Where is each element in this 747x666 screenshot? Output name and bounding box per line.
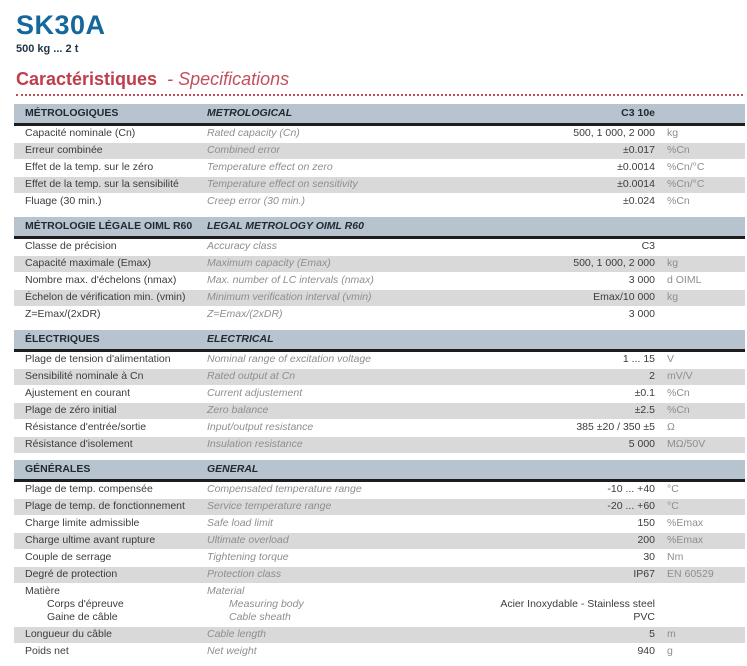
table-body (14, 239, 745, 324)
subcell-value: PVC (633, 611, 655, 623)
cell-label-en: Minimum verification interval (vmin) (207, 291, 372, 303)
table-row (14, 273, 745, 290)
table-header (14, 460, 745, 482)
cell-label-fr: Capacité nominale (Cn) (25, 127, 136, 139)
table-header (14, 104, 745, 126)
cell-value: 5 (649, 628, 655, 640)
table-row (14, 516, 745, 533)
cell-value: 3 000 (628, 308, 655, 320)
cell-unit: g (667, 645, 673, 657)
cell-unit: %Cn (667, 195, 690, 207)
cell-label-fr: Longueur du câble (25, 628, 112, 640)
cell-unit: %Emax (667, 534, 704, 546)
cell-value: -20 ... +60 (607, 500, 655, 512)
table-row (14, 584, 745, 627)
cell-unit: °C (667, 500, 679, 512)
cell-label-en: Safe load limit (207, 517, 273, 529)
spec-table (14, 460, 745, 661)
cell-label-fr: Effet de la temp. sur le zéro (25, 161, 154, 173)
table-row (14, 627, 745, 644)
table-header-label-en: GENERAL (207, 463, 259, 475)
table-row (14, 420, 745, 437)
spec-table (14, 104, 745, 211)
table-row (14, 143, 745, 160)
cell-unit: kg (667, 257, 679, 269)
cell-label-en: Combined error (207, 144, 280, 156)
cell-value: C3 (641, 240, 655, 252)
cell-unit: V (667, 353, 675, 365)
cell-label-en: Insulation resistance (207, 438, 303, 450)
cell-unit: °C (667, 483, 679, 495)
cell-value: 200 (637, 534, 655, 546)
subcell-label-fr: Corps d'épreuve (47, 598, 124, 610)
cell-value: 500, 1 000, 2 000 (573, 257, 655, 269)
cell-value: ±0.0014 (617, 161, 655, 173)
cell-value: Emax/10 000 (593, 291, 655, 303)
cell-unit (655, 585, 735, 598)
cell-unit: mV/V (667, 370, 693, 382)
cell-unit: %Cn (667, 387, 690, 399)
cell-unit: %Cn (667, 144, 690, 156)
table-row (14, 567, 745, 584)
cell-value: 2 (649, 370, 655, 382)
cell-unit: Ω (667, 421, 675, 433)
cell-unit: m (667, 628, 676, 640)
table-subrow (25, 598, 735, 611)
cell-unit: EN 60529 (667, 568, 714, 580)
spec-table (14, 217, 745, 324)
cell-label-fr: Résistance d'entrée/sortie (25, 421, 147, 433)
cell-unit: %Cn (667, 404, 690, 416)
table-row (14, 194, 745, 211)
cell-value: 3 000 (628, 274, 655, 286)
table-body (14, 352, 745, 454)
table-row (14, 126, 745, 143)
table-header-label-fr: MÉTROLOGIE LÉGALE OIML R60 (25, 220, 193, 232)
cell-value: 1 ... 15 (622, 353, 655, 365)
table-row (14, 290, 745, 307)
cell-label-fr: Plage de tension d'alimentation (25, 353, 171, 365)
cell-value: -10 ... +40 (607, 483, 655, 495)
table-subrow (25, 611, 735, 624)
cell-label-fr: Couple de serrage (25, 551, 112, 563)
cell-label-en: Nominal range of excitation voltage (207, 353, 372, 365)
table-row (14, 352, 745, 369)
section-heading-en: - Specifications (167, 69, 290, 89)
cell-label-en: Service temperature range (207, 500, 332, 512)
cell-label-fr: Erreur combinée (25, 144, 103, 156)
cell-value: ±2.5 (634, 404, 655, 416)
spec-table (14, 330, 745, 454)
cell-label-en: Maximum capacity (Emax) (207, 257, 331, 269)
cell-label-fr: Effet de la temp. sur la sensibilité (25, 178, 179, 190)
cell-unit: kg (667, 291, 679, 303)
cell-unit: d OIML (667, 274, 702, 286)
page-subtitle: 500 kg ... 2 t (16, 43, 79, 55)
cell-value: ±0.1 (634, 387, 655, 399)
cell-unit (655, 308, 735, 321)
cell-label-en: Temperature effect on sensitivity (207, 178, 358, 190)
table-header-label-en: ELECTRICAL (207, 333, 274, 345)
cell-label-fr: Charge ultime avant rupture (25, 534, 156, 546)
cell-label-fr: Nombre max. d'échelons (nmax) (25, 274, 177, 286)
cell-label-fr: Fluage (30 min.) (25, 195, 102, 207)
subcell-unit (655, 598, 735, 611)
cell-label-en: Input/output resistance (207, 421, 314, 433)
cell-unit (655, 240, 735, 253)
cell-value: ±0.017 (622, 144, 655, 156)
subcell-value: Acier Inoxydable - Stainless steel (500, 598, 655, 610)
cell-label-fr: Charge limite admissible (25, 517, 140, 529)
cell-unit: kg (667, 127, 679, 139)
cell-label-fr: Échelon de vérification min. (vmin) (25, 291, 186, 303)
table-header-label-fr: ÉLECTRIQUES (25, 333, 100, 345)
cell-value: 150 (637, 517, 655, 529)
cell-label-fr: Sensibilité nominale à Cn (25, 370, 144, 382)
subcell-unit (655, 611, 735, 624)
cell-unit: MΩ/50V (667, 438, 706, 450)
cell-label-en: Rated capacity (Cn) (207, 127, 300, 139)
table-row (14, 256, 745, 273)
cell-value: 500, 1 000, 2 000 (573, 127, 655, 139)
cell-label-en: Rated output at Cn (207, 370, 296, 382)
table-header-label-en: METROLOGICAL (207, 107, 293, 119)
table-row (14, 239, 745, 256)
table-header-value: C3 10e (621, 107, 655, 119)
cell-label-fr: Classe de précision (25, 240, 117, 252)
cell-unit: Nm (667, 551, 684, 563)
cell-label-fr: Degré de protection (25, 568, 118, 580)
page-title: SK30A (16, 10, 106, 40)
spec-tables (14, 104, 745, 661)
table-header-label-fr: MÉTROLOGIQUES (25, 107, 119, 119)
table-row (14, 550, 745, 567)
table-body (14, 482, 745, 661)
table-row (14, 177, 745, 194)
cell-label-en: Accuracy class (207, 240, 278, 252)
cell-value: 940 (637, 645, 655, 657)
cell-value (455, 585, 655, 598)
table-header-label-fr: GÉNÉRALES (25, 463, 91, 475)
cell-label-en: Cable length (207, 628, 266, 640)
cell-label-fr: Poids net (25, 645, 69, 657)
cell-value: ±0.024 (622, 195, 655, 207)
cell-value: IP67 (633, 568, 655, 580)
table-row (14, 369, 745, 386)
subcell-label-fr: Gaine de câble (47, 611, 118, 623)
cell-label-en: Net weight (207, 645, 257, 657)
cell-label-fr: Plage de temp. de fonctionnement (25, 500, 185, 512)
subcell-label-en: Cable sheath (229, 611, 291, 623)
cell-label-en: Ultimate overload (207, 534, 289, 546)
cell-label-fr: Plage de temp. compensée (25, 483, 153, 495)
cell-unit: %Cn/°C (667, 161, 705, 173)
cell-label-fr: Matière (25, 585, 61, 597)
cell-value: ±0.0014 (617, 178, 655, 190)
cell-unit: %Cn/°C (667, 178, 705, 190)
cell-label-en: Tightening torque (207, 551, 289, 563)
table-row (14, 482, 745, 499)
cell-value: 385 ±20 / 350 ±5 (576, 421, 655, 433)
table-row (14, 386, 745, 403)
cell-label-fr: Ajustement en courant (25, 387, 131, 399)
cell-label-en: Current adjustement (207, 387, 303, 399)
cell-label-fr: Résistance d'isolement (25, 438, 133, 450)
section-heading-fr: Caractéristiques (16, 69, 158, 89)
subcell-label-en: Measuring body (229, 598, 304, 610)
table-header-label-en: LEGAL METROLOGY OIML R60 (207, 220, 364, 232)
section-heading (16, 69, 743, 96)
table-row (14, 160, 745, 177)
table-header (14, 217, 745, 239)
cell-label-fr: Capacité maximale (Emax) (25, 257, 152, 269)
cell-label-en: Temperature effect on zero (207, 161, 333, 173)
table-body (14, 126, 745, 211)
cell-label-en: Z=Emax/(2xDR) (207, 308, 283, 320)
cell-label-en: Creep error (30 min.) (207, 195, 306, 207)
cell-label-en: Max. number of LC intervals (nmax) (207, 274, 374, 286)
cell-label-fr: Plage de zéro initial (25, 404, 117, 416)
table-row (14, 403, 745, 420)
table-row (14, 307, 745, 324)
table-row (14, 437, 745, 454)
table-row (14, 644, 745, 661)
table-row (14, 499, 745, 516)
cell-label-en: Material (207, 585, 245, 597)
cell-label-en: Compensated temperature range (207, 483, 362, 495)
cell-label-fr: Z=Emax/(2xDR) (25, 308, 101, 320)
cell-unit: %Emax (667, 517, 704, 529)
cell-label-en: Zero balance (207, 404, 269, 416)
table-header (14, 330, 745, 352)
cell-value: 5 000 (628, 438, 655, 450)
table-row (14, 533, 745, 550)
cell-label-en: Protection class (207, 568, 282, 580)
cell-value: 30 (643, 551, 655, 563)
